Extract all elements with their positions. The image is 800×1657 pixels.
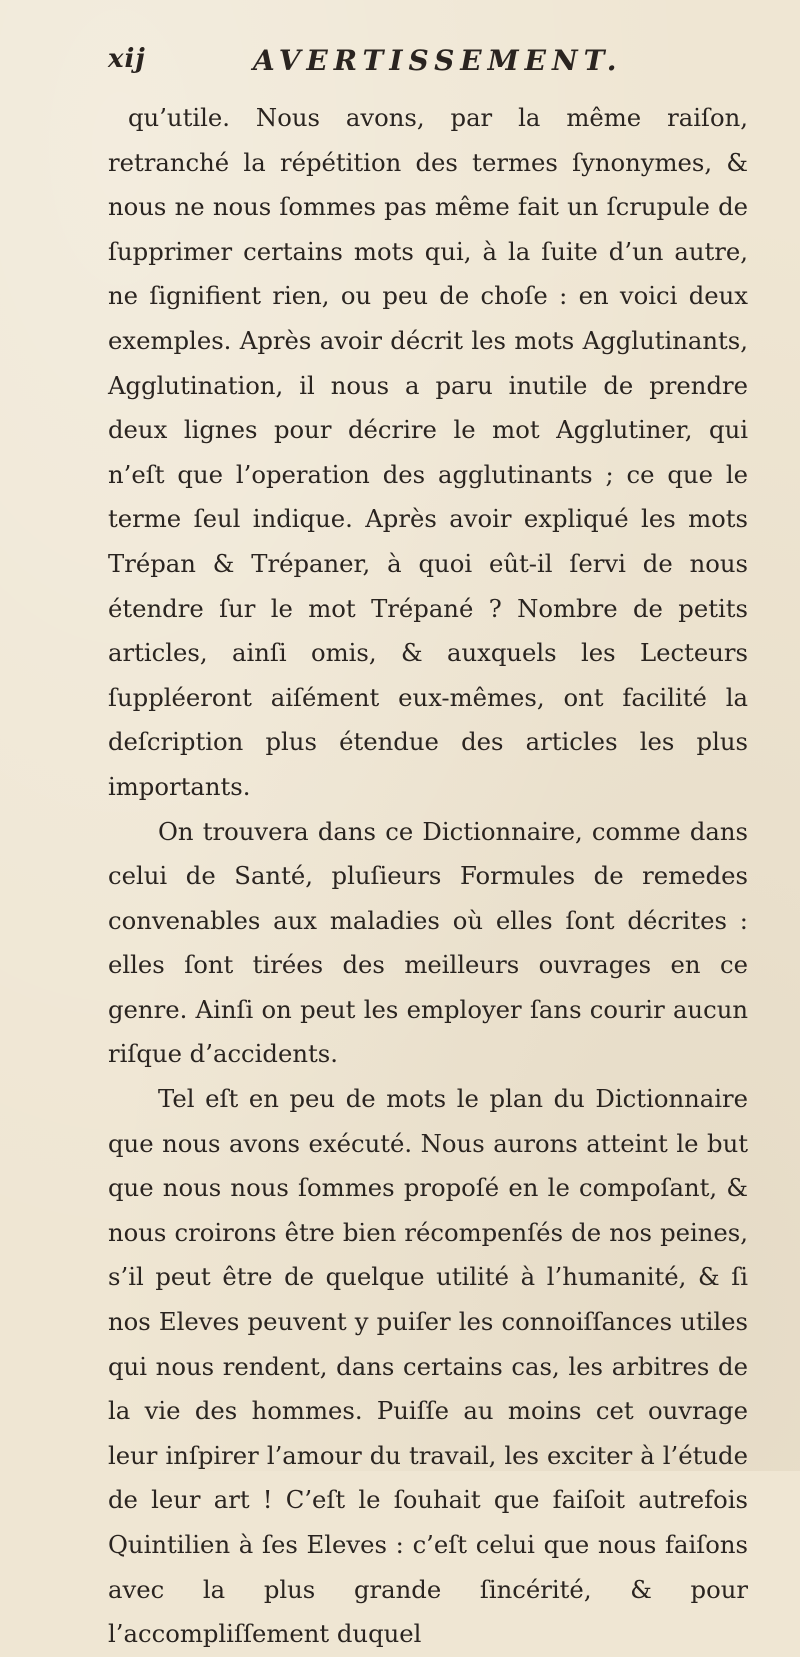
page-number: xij	[108, 44, 146, 74]
page-header	[108, 44, 748, 84]
paragraph-3: Tel eſt en peu de mots le plan du Dictionnaire que nous avons exécuté. Nous aurons atteint le but que nous nous ſommes propoſé en le compoſant, & nous croirons être bien récompenſés de nos peines, s’il peut être de quelque utilité à l’humanité, & ſi nos Eleves peuvent y puiſer les connoiſſances utiles qui nous rendent, dans certains cas, les arbitres de la vie des hommes. Puiſſe au moins cet ouvrage leur inſpirer l’amour du travail, les exciter à l’étude de leur art ! C’eſt le ſouhait que faiſoit autrefois Quintilien à ſes Eleves : c’eſt celui que nous faiſons avec la plus grande ſincérité, & pour l’accompliſſement duquel	[108, 1084, 748, 1649]
body-text	[108, 96, 748, 1657]
running-head: AVERTISSEMENT.	[253, 44, 623, 77]
paragraph-1: qu’utile. Nous avons, par la même raiſon, retranché la répétition des termes ſynonymes, & nous ne nous ſommes pas même fait un ſcrupule de ſupprimer certains mots qui, à la ſuite d’un autre, ne ſignifient rien, ou peu de choſe : en voici deux exemples. Après avoir décrit les mots Agglutinants, Agglutination, il nous a paru inutile de prendre deux lignes pour décrire le mot Agglutiner, qui n’eſt que l’operation des agglutinants ; ce que le terme ſeul indique. Après avoir expliqué les mots Trépan & Trépaner, à quoi eût-il ſervi de nous étendre ſur le mot Trépané ? Nombre de petits articles, ainſi omis, & auxquels les Lecteurs ſuppléeront aiſément eux-mêmes, ont facilité la deſcription plus étendue des articles les plus importants.	[108, 103, 748, 801]
paragraph-2: On trouvera dans ce Dictionnaire, comme dans celui de Santé, pluſieurs Formules de remedes convenables aux maladies où elles ſont décrites : elles ſont tirées des meilleurs ouvrages en ce genre. Ainſi on peut les employer ſans courir aucun riſque d’accidents.	[108, 816, 748, 1069]
